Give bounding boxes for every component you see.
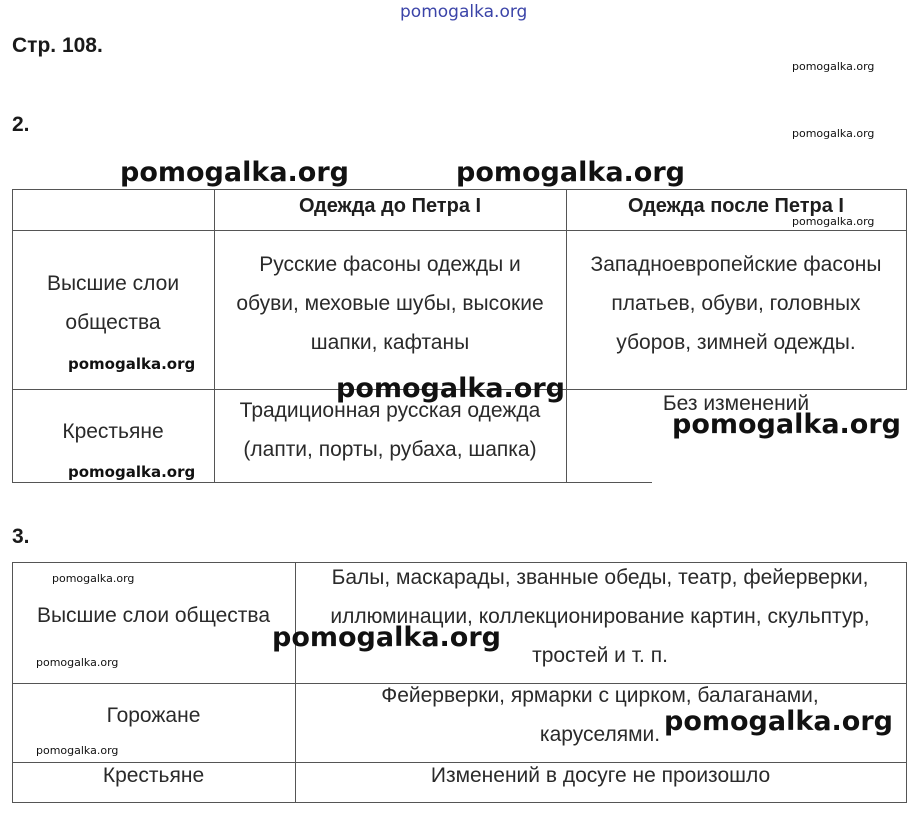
peasants-before: Традиционная русская одежда (лапти, порты, рубаха, шапка) xyxy=(239,399,541,461)
watermark: pomogalka.org xyxy=(336,373,565,404)
header-after-peter: Одежда после Петра I xyxy=(628,194,844,217)
watermark: pomogalka.org xyxy=(792,215,875,228)
leisure-upper-class: Балы, маскарады, званные обеды, театр, фейерверки, иллюминации, коллекционирование картин, скульптур, тростей и т. п. xyxy=(330,565,870,667)
watermark: pomogalka.org xyxy=(664,706,893,737)
task-2-number: 2. xyxy=(12,113,30,136)
watermark: pomogalka.org xyxy=(68,463,196,481)
watermark: pomogalka.org xyxy=(120,157,349,188)
watermark: pomogalka.org xyxy=(672,409,901,440)
leisure-peasants: Изменений в досуге не произошло xyxy=(430,764,771,787)
watermark: pomogalka.org xyxy=(36,656,119,669)
watermark: pomogalka.org xyxy=(52,572,135,585)
watermark: pomogalka.org xyxy=(36,744,119,757)
header-before-peter: Одежда до Петра I xyxy=(298,194,482,217)
watermark: pomogalka.org xyxy=(456,157,685,188)
group-upper-class: Высшие слои общества xyxy=(46,272,180,334)
group-peasants: Крестьяне xyxy=(62,420,164,443)
leisure-group-townspeople: Горожане xyxy=(106,704,201,727)
page-title: Стр. 108. xyxy=(12,34,103,57)
leisure-townspeople: Фейерверки, ярмарки с цирком, балаганами, каруселями. xyxy=(381,684,819,746)
watermark: pomogalka.org xyxy=(68,355,196,373)
watermark: pomogalka.org xyxy=(272,622,501,653)
watermark: pomogalka.org xyxy=(792,127,875,140)
upper-before: Русские фасоны одежды и обуви, меховые шубы, высокие шапки, кафтаны xyxy=(236,253,544,354)
upper-after: Западноевропейские фасоны платьев, обуви, головных уборов, зимней одежды. xyxy=(590,252,882,354)
leisure-group-peasants: Крестьяне xyxy=(102,764,205,787)
watermark: pomogalka.org xyxy=(792,60,875,73)
task-3-number: 3. xyxy=(12,525,30,548)
watermark-top: pomogalka.org xyxy=(400,2,528,22)
leisure-group-upper-class: Высшие слои общества xyxy=(36,604,271,627)
peasants-after: Без изменений xyxy=(662,392,810,415)
